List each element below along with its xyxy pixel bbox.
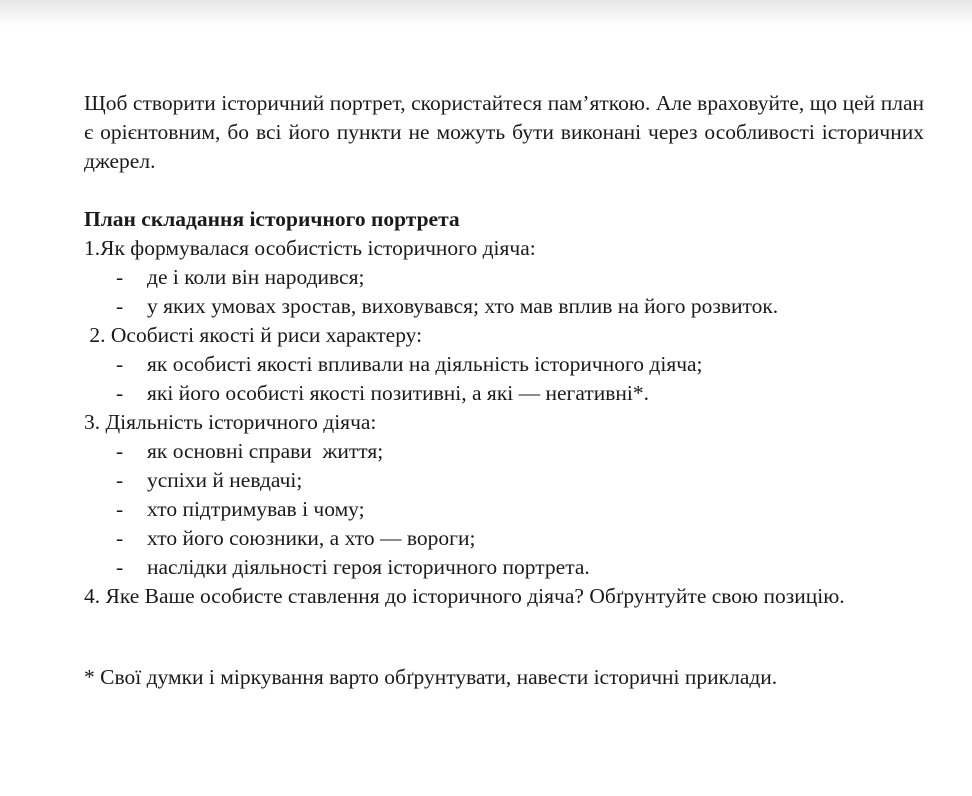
list-item xyxy=(84,466,924,495)
bullet-dash: - xyxy=(116,439,124,463)
section-1-heading: 1.Як формувалася особистість історичного діяча: xyxy=(84,236,536,260)
list-item-text: як особисті якості впливали на діяльність історичного діяча; xyxy=(147,352,703,376)
footnote-spacer xyxy=(84,611,924,663)
footnote: * Свої думки і міркування варто обґрунтувати, навести історичні приклади. xyxy=(84,665,778,689)
section-3-list xyxy=(84,437,924,582)
list-item-text: які його особисті якості позитивні, а які — негативні*. xyxy=(147,381,649,405)
top-shadow xyxy=(0,0,972,26)
section-4-heading: 4. Яке Ваше особисте ставлення до історичного діяча? Обґрунтуйте свою позицію. xyxy=(84,584,845,608)
document-body xyxy=(84,89,924,692)
bullet-dash: - xyxy=(116,555,124,579)
bullet-dash: - xyxy=(116,468,124,492)
section-1-list xyxy=(84,263,924,321)
list-item-text: успіхи й невдачі; xyxy=(147,468,303,492)
section-2-heading: 2. Особисті якості й риси характеру: xyxy=(84,323,423,347)
list-item xyxy=(84,495,924,524)
list-item xyxy=(84,350,924,379)
section-2-list xyxy=(84,350,924,408)
section-3-heading: 3. Діяльність історичного діяча: xyxy=(84,410,377,434)
bullet-dash: - xyxy=(116,381,124,405)
paragraph-spacer xyxy=(84,176,924,205)
intro-paragraph: Щоб створити історичний портрет, скористайтеся пам’яткою. Але враховуйте, що цей план є орієнтовним, бо всі його пункти не можуть бути виконані через особливості історичних джерел. xyxy=(84,91,924,173)
list-item-text: де і коли він народився; xyxy=(147,265,365,289)
bullet-dash: - xyxy=(116,294,124,318)
list-item-text: хто підтримував і чому; xyxy=(147,497,365,521)
bullet-dash: - xyxy=(116,497,124,521)
list-item xyxy=(84,437,924,466)
bullet-dash: - xyxy=(116,352,124,376)
list-item-text: хто його союзники, а хто — вороги; xyxy=(147,526,476,550)
list-item xyxy=(84,379,924,408)
plan-title: План складання історичного портрета xyxy=(84,207,460,231)
list-item-text: наслідки діяльності героя історичного портрета. xyxy=(147,555,590,579)
bullet-dash: - xyxy=(116,265,124,289)
list-item-text: як основні справи життя; xyxy=(147,439,384,463)
list-item xyxy=(84,263,924,292)
list-item xyxy=(84,292,924,321)
list-item xyxy=(84,553,924,582)
list-item-text: у яких умовах зростав, виховувався; хто мав вплив на його розвиток. xyxy=(147,294,779,318)
list-item xyxy=(84,524,924,553)
bullet-dash: - xyxy=(116,526,124,550)
